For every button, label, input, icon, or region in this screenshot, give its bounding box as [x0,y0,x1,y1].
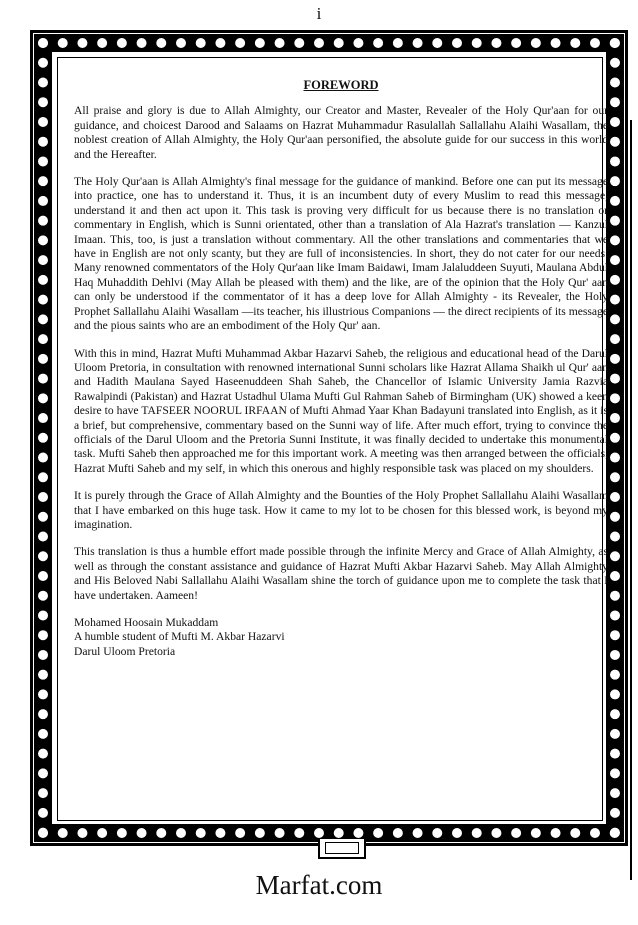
signature-name: Mohamed Hoosain Mukaddam [74,616,219,629]
bottom-tab-ornament [318,839,366,859]
signature-institution: Darul Uloom Pretoria [74,644,176,658]
paragraph: It is purely through the Grace of Allah Almighty and the Bounties of the Holy Prophet Sallallahu Alaihi Wasallam that I have embarked on this huge task. How it came to my lot to be chosen for this blessed work, is beyond my imagination. [74,489,608,531]
signature-title: A humble student of Mufti M. Akbar Hazarvi [74,630,285,644]
signature-block [74,616,608,659]
paragraph: All praise and glory is due to Allah Almighty, our Creator and Master, Revealer of the Holy Qur'aan for our guidance, and choicest Darood and Salaams on Hazrat Muhammadur Rasulallah Sallallahu Alaihi Wasallam, the noblest creation of Allah Almighty, the Holy Qur'aan personified, the absolute guide for our success in this world and the Hereafter. [74,104,608,161]
page-number: i [316,4,322,23]
paragraph: The Holy Qur'aan is Allah Almighty's final message for the guidance of mankind. Before one can put its message into practice, one has to understand it. Thus, it is an incumbent duty of every Muslim to read this message, understand it and then act upon it. This task is proving very difficult for us because there is no translation or commentary in English, which is Sunni orientated, other than a translation of Ala Hazrat's translation — Kanzul Imaan. This, too, is just a translation without commentary. All the other translations and commentaries that we have in English are not only scanty, but they are full of inconsistencies. In short, they do not cater for our needs. Many renowned commentators of the Holy Qur'aan like Imam Baidawi, Imam Jalaluddeen Suyuti, Maulana Abdul Haq Muhaddith Dehlvi (May Allah be pleased with them) and the like, are of the opinion that the Holy Qur' aan can only be understood if the commentator of it has a deep love for Allah Almighty - its Revealer, the Holy Prophet Sallallahu Alaihi Wasallam —its teacher, his illustrious Companions — the direct recipients of its message and the pious saints who are an embodiment of the Holy Qur' aan. [74,175,608,333]
page-edge [630,120,638,880]
paragraph: With this in mind, Hazrat Mufti Muhammad Akbar Hazarvi Saheb, the religious and educational head of the Darul Uloom Pretoria, in consultation with renowned international Sunni scholars like Hazrat Allama Shaikh ul Qur' aan and Hadith Maulana Sayed Haseenuddeen Shah Saheb, the Chancellor of Islamic University Jamia Razvia Rawalpindi (Pakistan) and Hazrat Ustadhul Ulama Mufti Gul Rahman Saheb of Birmingham (UK) showed a keen desire to have TAFSEER NOORUL IRFAAN of Mufti Ahmad Yaar Khan Badayuni translated into English, as it is a brief, but comprehensive, commentary based on the Sunni way of life. After much effort, trying to convince the officials of the Darul Uloom and the Pretoria Sunni Institute, it was finally decided to undertake this monumental task. Mufti Saheb then approached me for this important work. A meeting was then arranged between the officials, Hazrat Mufti Saheb and my self, in which this onerous and highly responsible task was placed on my shoulders. [74,346,608,475]
foreword-body [74,78,608,659]
paragraph: This translation is thus a humble effort made possible through the infinite Mercy and Grace of Allah Almighty, as well as through the constant assistance and guidance of Hazrat Mufti Akbar Hazarvi Saheb. May Allah Almighty and His Beloved Nabi Sallallahu Alaihi Wasallam shine the torch of guidance upon me to complete the task that I have undertaken. Aameen! [74,545,608,602]
foreword-heading: FOREWORD [303,78,379,92]
watermark: Marfat.com [255,870,383,900]
